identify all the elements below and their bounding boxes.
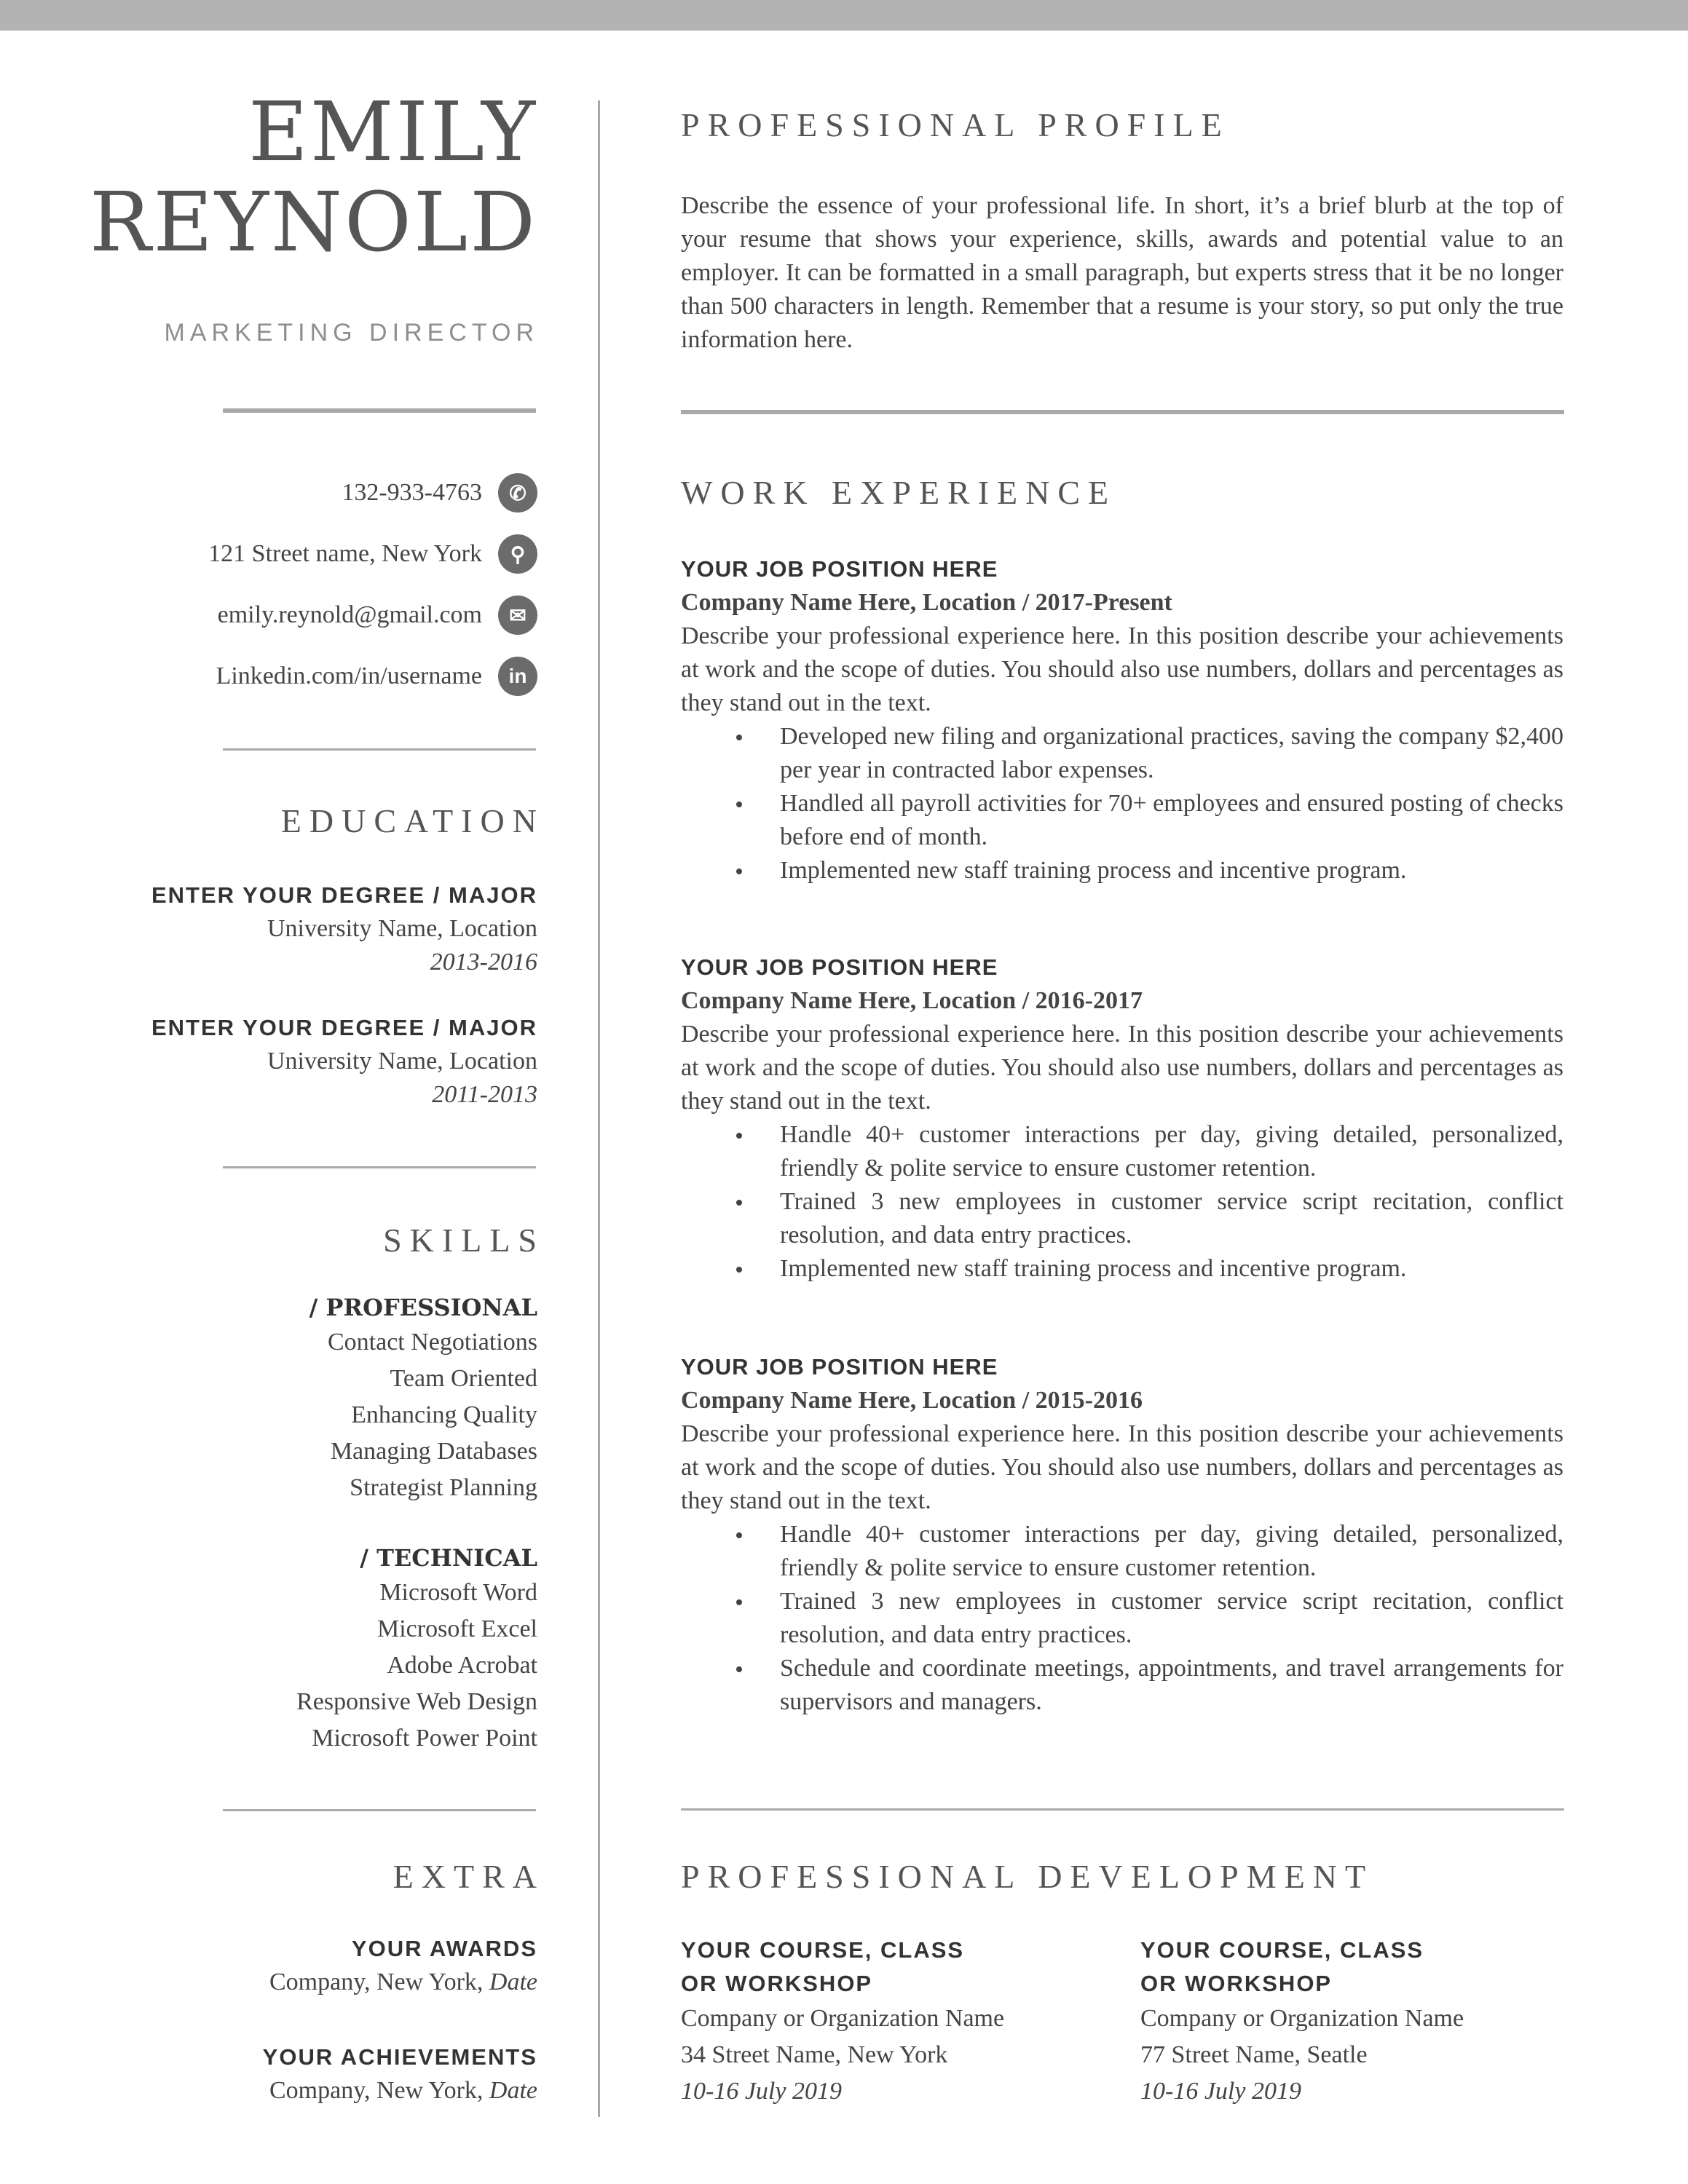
job-bullets bbox=[681, 1118, 1563, 1286]
first-name: EMILY bbox=[248, 85, 537, 180]
skill-item: Managing Databases bbox=[330, 1438, 537, 1465]
degree: ENTER YOUR DEGREE / MAJOR bbox=[151, 1015, 537, 1040]
phone-text[interactable]: 132-933-4763 bbox=[342, 479, 482, 506]
course-date: 10-16 July 2019 bbox=[681, 2078, 842, 2105]
divider bbox=[223, 1809, 536, 1811]
phone-icon: ✆ bbox=[498, 473, 537, 513]
skill-item: Responsive Web Design bbox=[296, 1688, 537, 1715]
contact-phone bbox=[28, 473, 537, 513]
profile-section bbox=[681, 189, 1563, 357]
course-date: 10-16 July 2019 bbox=[1140, 2078, 1301, 2105]
location-pin-icon: ⚲ bbox=[498, 534, 537, 574]
award-date: Date bbox=[489, 1969, 537, 1995]
contact-email bbox=[28, 596, 537, 635]
professional-development-heading: PROFESSIONAL DEVELOPMENT bbox=[681, 1858, 1374, 1895]
skill-item: Contact Negotiations bbox=[327, 1329, 537, 1356]
skill-item: Adobe Acrobat bbox=[387, 1652, 537, 1679]
school: University Name, Location bbox=[267, 1048, 537, 1075]
bullet-item: Implemented new staff training process and incentive program. bbox=[780, 1252, 1563, 1286]
job-title: YOUR JOB POSITION HERE bbox=[681, 1354, 998, 1380]
bullet-item: Developed new filing and organizational practices, saving the company $2,400 per year in contracted labor expenses. bbox=[780, 720, 1563, 787]
divider bbox=[223, 408, 536, 413]
job-entry bbox=[681, 553, 1563, 887]
bullet-item: Handle 40+ customer interactions per day, giving detailed, personalized, friendly & polite service to ensure customer retention. bbox=[780, 1118, 1563, 1185]
job-description: Describe your professional experience here. In this position describe your achievements at work and the scope of duties. You should also use numbers, dollars and percentages as they stand out in the text. bbox=[681, 1021, 1563, 1115]
years: 2013-2016 bbox=[430, 949, 537, 976]
course-address: 34 Street Name, New York bbox=[681, 2041, 948, 2068]
course-title: OR WORKSHOP bbox=[1140, 1971, 1333, 1996]
course-title: YOUR COURSE, CLASS bbox=[1140, 1937, 1424, 1963]
work-experience-heading: WORK EXPERIENCE bbox=[681, 474, 1117, 511]
award-place: Company, New York, bbox=[269, 1969, 484, 1995]
contact-address bbox=[28, 534, 537, 574]
course-organization: Company or Organization Name bbox=[1140, 2005, 1464, 2032]
job-company: Company Name Here, Location / 2016-2017 bbox=[681, 987, 1143, 1014]
skill-item: Microsoft Power Point bbox=[312, 1725, 537, 1752]
name-heading bbox=[90, 87, 537, 268]
divider bbox=[681, 410, 1564, 414]
divider bbox=[223, 748, 536, 751]
linkedin-icon: in bbox=[498, 657, 537, 696]
bullet-item: Handled all payroll activities for 70+ employees and ensured posting of checks before end of month. bbox=[780, 787, 1563, 854]
course-title: OR WORKSHOP bbox=[681, 1971, 873, 1996]
linkedin-link[interactable]: Linkedin.com/in/username bbox=[216, 662, 482, 689]
skills-list bbox=[296, 1291, 537, 1757]
achievement-place: Company, New York, bbox=[269, 2077, 484, 2104]
course-entry bbox=[681, 1934, 1118, 2110]
divider bbox=[681, 1808, 1564, 1811]
bullet-item: Implemented new staff training process and incentive program. bbox=[780, 854, 1563, 887]
school: University Name, Location bbox=[267, 915, 537, 942]
job-title: YOUR JOB POSITION HERE bbox=[681, 954, 998, 980]
achievement-title: YOUR ACHIEVEMENTS bbox=[262, 2044, 537, 2070]
job-title: YOUR JOB POSITION HERE bbox=[681, 556, 998, 582]
job-company: Company Name Here, Location / 2015-2016 bbox=[681, 1387, 1143, 1414]
skill-item: Strategist Planning bbox=[350, 1474, 537, 1501]
bullet-item: Trained 3 new employees in customer service script recitation, conflict resolution, and data entry practices. bbox=[780, 1185, 1563, 1252]
divider bbox=[223, 1166, 536, 1168]
years: 2011-2013 bbox=[432, 1081, 537, 1108]
address-text: 121 Street name, New York bbox=[208, 540, 482, 567]
job-entry bbox=[681, 1350, 1563, 1719]
skill-item: Microsoft Excel bbox=[377, 1615, 537, 1642]
extra-heading: EXTRA bbox=[393, 1858, 545, 1895]
last-name: REYNOLD bbox=[89, 175, 537, 270]
column-divider bbox=[598, 100, 600, 2117]
course-address: 77 Street Name, Seatle bbox=[1140, 2041, 1368, 2068]
job-description: Describe your professional experience here. In this position describe your achievements at work and the scope of duties. You should also use numbers, dollars and percentages as they stand out in the text. bbox=[681, 622, 1563, 716]
professional-skills-label: / PROFESSIONAL bbox=[309, 1294, 537, 1321]
profile-heading: PROFESSIONAL PROFILE bbox=[681, 106, 1230, 143]
bullet-item: Schedule and coordinate meetings, appointments, and travel arrangements for supervisors and managers. bbox=[780, 1652, 1563, 1719]
job-bullets bbox=[681, 720, 1563, 887]
education-list bbox=[151, 879, 537, 1112]
technical-skills-label: / TECHNICAL bbox=[360, 1544, 537, 1572]
contact-list bbox=[28, 473, 537, 696]
job-description: Describe your professional experience here. In this position describe your achievements at work and the scope of duties. You should also use numbers, dollars and percentages as they stand out in the text. bbox=[681, 1420, 1563, 1514]
job-title: MARKETING DIRECTOR bbox=[164, 319, 539, 347]
job-company: Company Name Here, Location / 2017-Present bbox=[681, 589, 1172, 616]
extra-list bbox=[263, 1932, 537, 2108]
education-heading: EDUCATION bbox=[280, 802, 545, 839]
contact-linkedin bbox=[28, 657, 537, 696]
skill-item: Team Oriented bbox=[390, 1365, 537, 1392]
envelope-icon: ✉ bbox=[498, 596, 537, 635]
course-entry bbox=[1140, 1934, 1577, 2110]
award-title: YOUR AWARDS bbox=[351, 1936, 537, 1961]
course-title: YOUR COURSE, CLASS bbox=[681, 1937, 965, 1963]
achievement-date: Date bbox=[489, 2077, 537, 2104]
skills-heading: SKILLS bbox=[383, 1222, 545, 1259]
job-entry bbox=[681, 951, 1563, 1286]
bullet-item: Handle 40+ customer interactions per day, giving detailed, personalized, friendly & polite service to ensure customer retention. bbox=[780, 1518, 1563, 1585]
bullet-item: Trained 3 new employees in customer service script recitation, conflict resolution, and data entry practices. bbox=[780, 1585, 1563, 1652]
skill-item: Enhancing Quality bbox=[351, 1401, 537, 1428]
top-bar bbox=[0, 0, 1688, 31]
profile-text: Describe the essence of your professional life. In short, it’s a brief blurb at the top of your resume that shows your experience, skills, awards and potential value to an employer. It can be formatted in a small paragraph, but experts stress that it be no longer than 500 characters in length. Remember that a resume is your story, so put only the true information here. bbox=[681, 192, 1563, 353]
email-link[interactable]: emily.reynold@gmail.com bbox=[217, 601, 482, 628]
job-bullets bbox=[681, 1518, 1563, 1719]
degree: ENTER YOUR DEGREE / MAJOR bbox=[151, 882, 537, 908]
course-organization: Company or Organization Name bbox=[681, 2005, 1005, 2032]
skill-item: Microsoft Word bbox=[379, 1579, 537, 1606]
